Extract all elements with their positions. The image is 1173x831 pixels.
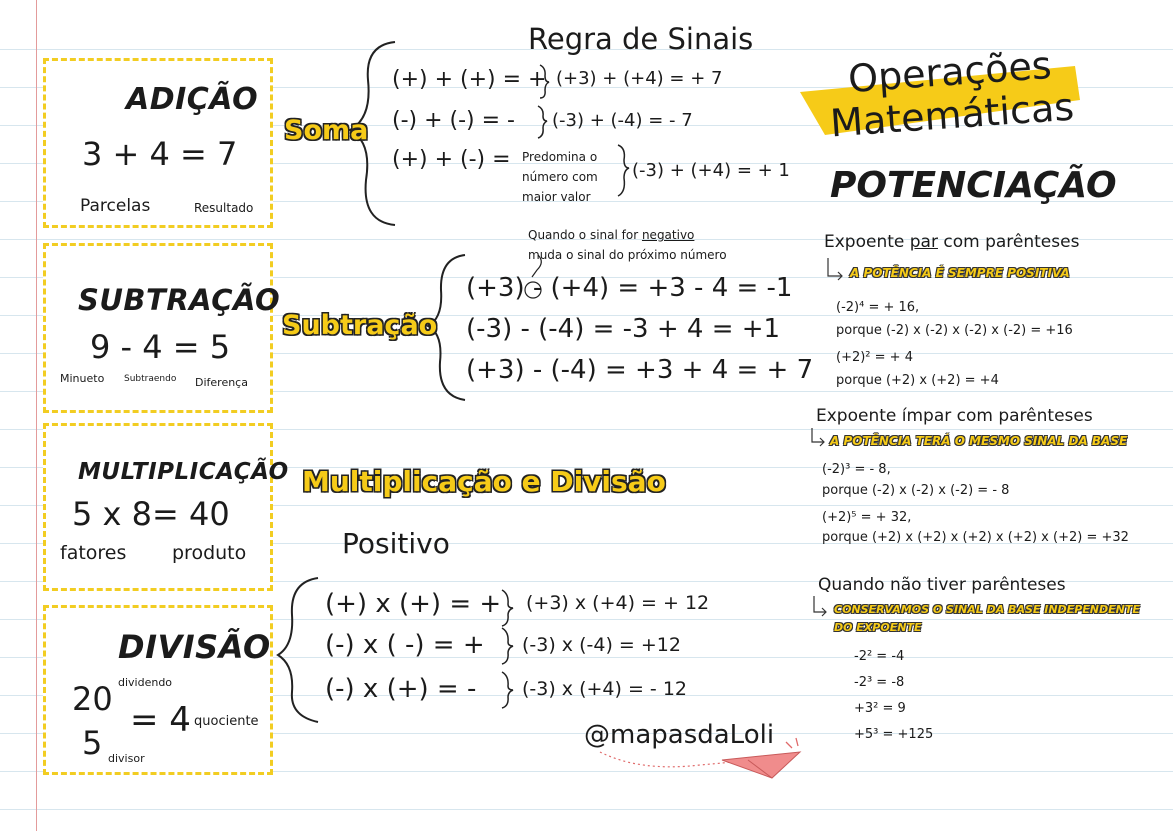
soma-rule-2: (-) + (-) = - (392, 108, 515, 133)
multdiv-rule-2: (-) x ( -) = + (325, 630, 485, 660)
par-head-post: com parênteses (937, 232, 1080, 252)
impar-line-3: (+2)⁵ = + 32, (822, 510, 912, 525)
multdiv-example-2: (-3) x (-4) = +12 (522, 634, 681, 656)
multdiv-rule-3: (-) x (+) = - (325, 674, 477, 704)
sem-line-1: -2² = -4 (854, 649, 905, 664)
par-line-2: porque (-2) x (-2) x (-2) x (-2) = +16 (836, 323, 1073, 338)
subtracao-rule-1: (+3) - (+4) = +3 - 4 = -1 (466, 273, 793, 303)
predomina-line-2: número com (522, 170, 598, 184)
adicao-equation: 3 + 4 = 7 (82, 135, 238, 173)
subtracao-note-line-1 (528, 228, 694, 242)
multiplicacao-equation-right: = 40 (152, 495, 230, 533)
handle: @mapasdaLoli (584, 720, 775, 750)
positivo-label: Positivo (342, 527, 450, 560)
banner-line-2: Matemáticas (828, 84, 1076, 146)
regra-title: Regra de Sinais (528, 22, 754, 56)
produto-label: produto (172, 542, 247, 564)
par-line-1: (-2)⁴ = + 16, (836, 300, 920, 315)
soma-example-2: (-3) + (-4) = - 7 (552, 110, 693, 131)
impar-line-1: (-2)³ = - 8, (822, 462, 891, 477)
multdiv-rule-1: (+) x (+) = + (325, 589, 502, 619)
divisao-denominator: 5 (82, 724, 103, 762)
divisao-result: = 4 (130, 700, 191, 740)
sem-highlight-1: CONSERVAMOS O SINAL DA BASE INDEPENDENTE (834, 603, 1140, 616)
quociente-label: quociente (194, 714, 259, 729)
impar-line-2: porque (-2) x (-2) x (-2) = - 8 (822, 483, 1010, 498)
subtraendo-label: Subtraendo (124, 374, 177, 384)
predomina-line-1: Predomina o (522, 150, 598, 164)
subtracao-rule-2: (-3) - (-4) = -3 + 4 = +1 (466, 314, 781, 344)
multiplicacao-equation-left: 5 x 8 (72, 495, 152, 533)
impar-line-4: porque (+2) x (+2) x (+2) x (+2) x (+2) = +32 (822, 530, 1129, 545)
predomina-line-3: maior valor (522, 190, 591, 204)
subtracao-note-line-2: muda o sinal do próximo número (528, 248, 727, 262)
impar-heading: Expoente ímpar com parênteses (816, 406, 1093, 426)
soma-example-3: (-3) + (+4) = + 1 (632, 160, 790, 181)
par-line-3: (+2)² = + 4 (836, 350, 913, 365)
sem-highlight-2: DO EXPOENTE (834, 621, 922, 634)
multdiv-example-3: (-3) x (+4) = - 12 (522, 678, 687, 700)
soma-example-1: (+3) + (+4) = + 7 (556, 68, 723, 89)
subtracao-equation: 9 - 4 = 5 (90, 328, 231, 366)
multdiv-label: Multiplicação e Divisão (302, 465, 666, 498)
subtracao-note-pre: Quando o sinal for (528, 228, 642, 242)
soma-rule-3: (+) + (-) = (392, 147, 511, 172)
parcelas-label: Parcelas (80, 196, 151, 216)
par-heading (824, 232, 1079, 252)
adicao-title: ADIÇÃO (126, 82, 259, 117)
subtracao-title: SUBTRAÇÃO (78, 283, 281, 317)
divisao-numerator: 20 (72, 680, 113, 718)
sem-line-2: -2³ = -8 (854, 675, 905, 690)
divisor-label: divisor (108, 752, 145, 765)
par-head-underlined: par (909, 232, 938, 252)
soma-label: Soma (284, 115, 369, 146)
multdiv-example-1: (+3) x (+4) = + 12 (526, 592, 710, 614)
subtracao-rule-3: (+3) - (-4) = +3 + 4 = + 7 (466, 355, 814, 385)
sem-line-4: +5³ = +125 (854, 727, 934, 742)
subtracao-regra-label: Subtração (282, 310, 438, 341)
par-line-4: porque (+2) x (+2) = +4 (836, 373, 999, 388)
soma-rule-1: (+) + (+) = + (392, 67, 547, 92)
impar-highlight: A POTÊNCIA TERÁ O MESMO SINAL DA BASE (830, 434, 1128, 448)
potenciacao-title: POTENCIAÇÃO (830, 165, 1117, 206)
par-highlight: A POTÊNCIA É SEMPRE POSITIVA (850, 266, 1070, 280)
multiplicacao-title: MULTIPLICAÇÃO (78, 459, 289, 485)
dividendo-label: dividendo (118, 676, 173, 689)
sem-parenteses-heading: Quando não tiver parênteses (818, 575, 1066, 595)
minuendo-label: Minueto (60, 372, 105, 385)
subtracao-note-underlined: negativo (641, 228, 695, 242)
fatores-label: fatores (60, 542, 127, 564)
multdiv-brace (278, 578, 318, 722)
banner-line-1: Operações (846, 42, 1053, 102)
resultado-label: Resultado (194, 201, 254, 215)
par-head-pre: Expoente (824, 232, 910, 252)
sem-line-3: +3² = 9 (854, 701, 906, 716)
divisao-title: DIVISÃO (118, 628, 271, 666)
diferenca-label: Diferença (195, 376, 248, 389)
